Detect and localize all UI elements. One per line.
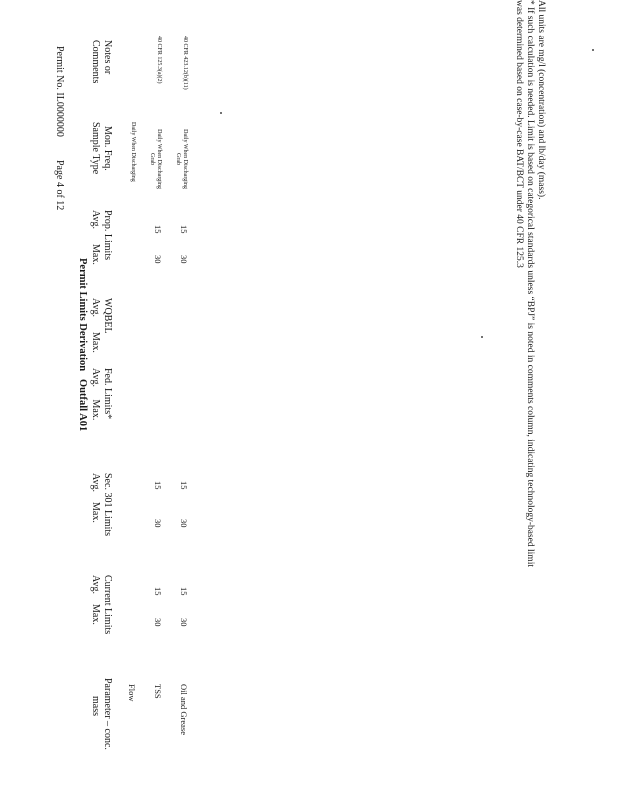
row-oil-cur-max: 30 [179,618,189,627]
scan-speck [481,336,483,338]
row-tss-mon [148,118,162,200]
col-mon-freq [90,122,113,174]
row-tss-cur-max: 30 [153,618,163,627]
title-text: Permit Limits Derivation [77,258,88,372]
col-current-max: Max. [90,603,102,625]
row-oil-notes: 40 CFR 423.12(b)(11) [182,36,188,90]
row-tss-prop-max: 30 [153,255,163,264]
footnote-bpj: was determined based on case-by-case BAT/BCT under 40 CFR 125.3 [514,0,525,268]
col-current-limits [90,575,113,634]
col-fed-sub [90,368,102,420]
col-sec301-sub [90,473,102,536]
col-wqbel [90,298,113,353]
row-oil-sec-max: 30 [179,519,189,528]
col-notes-line1: Notes or [102,40,113,75]
outfall-label: Outfall A01 [77,379,88,432]
col-wqbel-avg: Avg. [90,298,102,317]
permit-number: Permit No. IL0000000 [54,46,65,137]
col-parameter [90,678,113,750]
col-sec301-limits [90,473,113,536]
footnotes [513,0,546,567]
col-mon-line2: Sample Type [90,122,102,175]
col-sec301-avg: Avg. [90,473,102,492]
row-oil-cur-avg: 15 [179,587,189,596]
col-sec301-label: Sec. 301 Limits [102,473,113,537]
col-fed-avg: Avg. [90,368,102,387]
row-tss-sec-max: 30 [153,519,163,528]
row-oil-mon-type: Grab [175,153,182,165]
col-parameter-line1: Parameter – conc. [102,678,113,750]
col-prop-avg: Avg. [90,210,102,229]
page-number: Page 4 of 12 [54,160,65,211]
row-flow-mon: Daily When Discharging [130,122,136,182]
table-title [76,258,88,431]
col-prop-limits [90,210,113,265]
col-sec301-max: Max. [90,501,102,523]
row-tss-cur-avg: 15 [153,587,163,596]
footnote-calculation: * If such calculation is needed. Limit is based on categorical standards unless “BPJ” is noted in comments column, indicating technology-based limit [525,0,536,567]
col-fed-label: Fed. Limits* [102,368,113,420]
col-mon-line1: Mon. Freq. [102,126,113,171]
row-tss-mon-freq: Daily When Discharging [156,129,162,189]
row-oil-prop-max: 30 [179,255,189,264]
row-tss-notes: 40 CFR 125.3(a)(2) [156,36,162,84]
row-tss-prop-avg: 15 [153,225,163,234]
col-prop-label: Prop. Limits [102,210,113,261]
row-tss-sec-avg: 15 [153,481,163,490]
col-current-label: Current Limits [102,575,113,635]
col-prop-max: Max. [90,243,102,265]
scan-speck [592,49,594,51]
col-wqbel-label: WQBEL [102,298,113,334]
row-tss-mon-type: Grab [149,153,156,165]
row-flow-parameter: Flow [127,684,137,702]
row-tss-parameter: TSS [153,684,163,699]
row-oil-sec-avg: 15 [179,481,189,490]
col-prop-sub [90,210,102,265]
footnote-units: All units are mg/l (concentration) and lb/day (mass). [536,0,546,200]
row-oil-mon-freq: Daily When Discharging [182,129,188,189]
row-oil-prop-avg: 15 [179,225,189,234]
row-oil-mon [174,118,188,200]
col-wqbel-sub [90,298,102,353]
scan-speck [220,112,222,114]
col-fed-max: Max. [90,399,102,421]
col-notes [90,40,113,83]
col-fed-limits [90,368,113,420]
col-current-sub [90,575,102,634]
row-oil-parameter: Oil and Grease [179,684,189,735]
col-wqbel-max: Max. [90,331,102,353]
col-parameter-line2: mass [90,696,102,716]
col-current-avg: Avg. [90,575,102,594]
col-notes-line2: Comments [90,40,102,84]
